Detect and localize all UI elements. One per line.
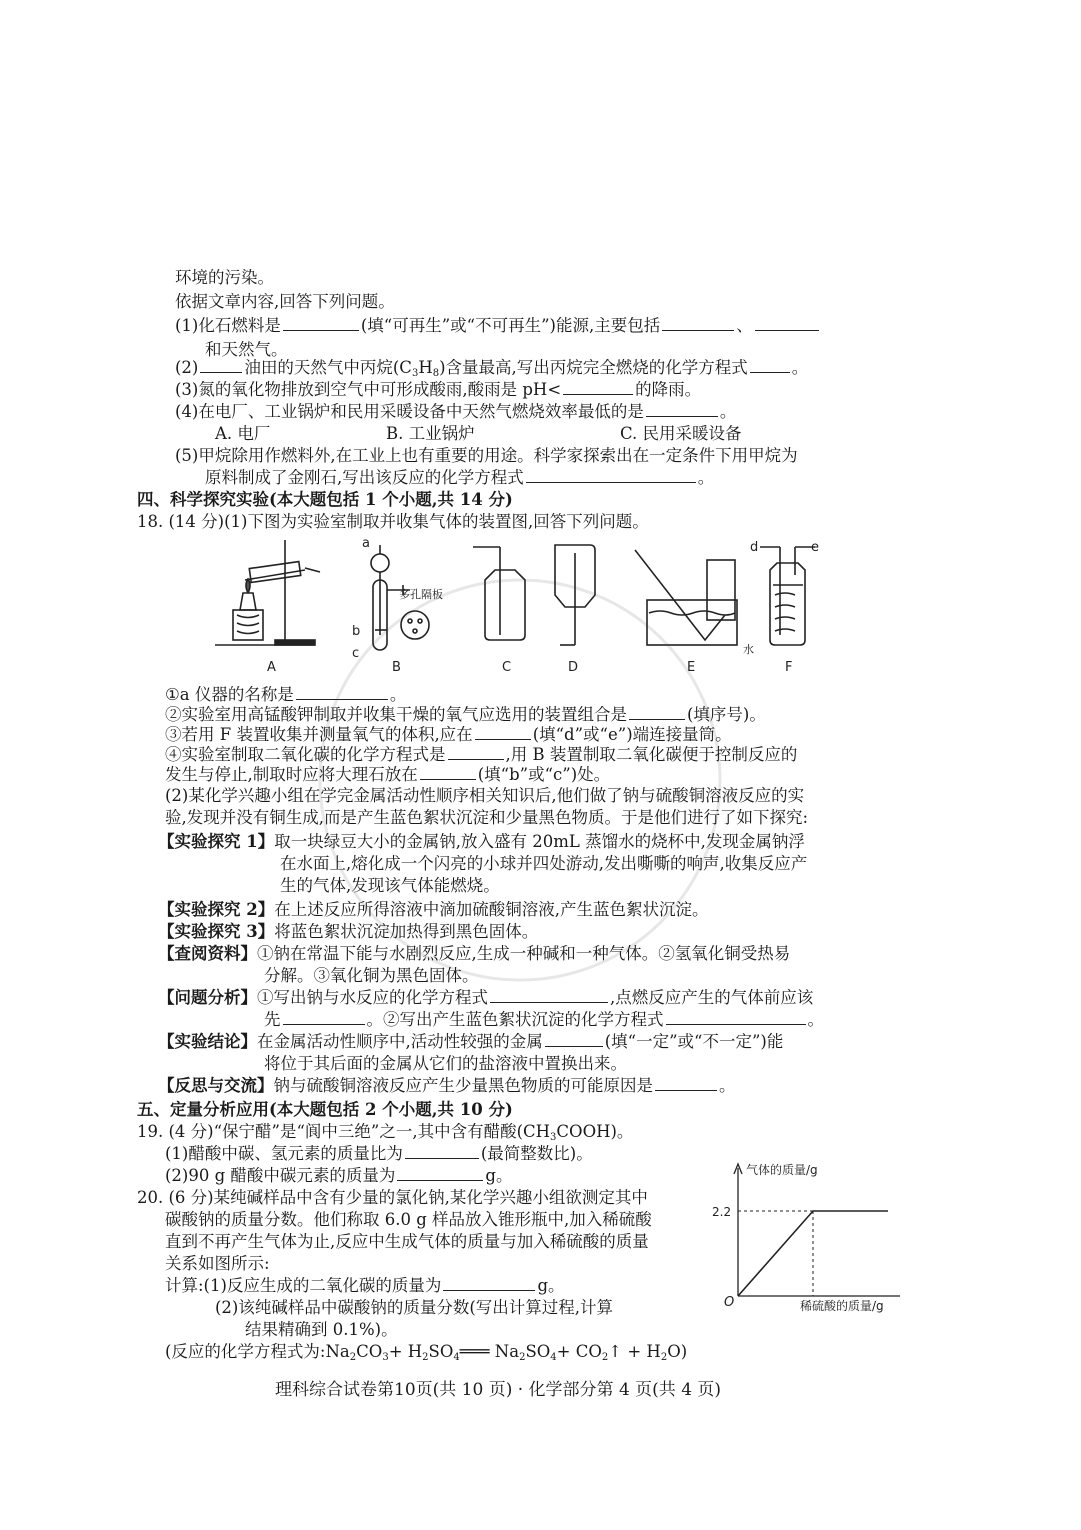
text-line: 原料制成了金刚石,写出该反应的化学方程式 。 <box>205 468 715 487</box>
exp-3: 【实验探究 3】将蓝色絮状沉淀加热得到黑色固体。 <box>158 922 539 941</box>
label-b: B <box>392 660 401 675</box>
label-part-b: b <box>352 624 361 639</box>
gas-mass-chart <box>700 1160 910 1320</box>
text-line: (2)某化学兴趣小组在学完金属活动性顺序相关知识后,他们做了钠与硫酸铜溶液反应的实 <box>165 786 805 805</box>
q17-5: (5)甲烷除用作燃料外,在工业上也有重要的用途。科学家探索出在一定条件下用甲烷为 <box>175 446 798 465</box>
q18-1: ①a 仪器的名称是 。 <box>165 685 407 704</box>
label-water: 水 <box>743 643 754 656</box>
q18-2: ②实验室用高锰酸钾制取并收集干燥的氧气应选用的装置组合是 (填序号)。 <box>165 705 766 724</box>
label-c: C <box>502 660 512 675</box>
q17-1: (1)化石燃料是 (填“可再生”或“不可再生”)能源,主要包括 、 <box>175 316 821 336</box>
q20-2: (2)该纯碱样品中碳酸钠的质量分数(写出计算过程,计算 <box>215 1298 614 1317</box>
label-part-c: c <box>352 646 360 661</box>
label-f: F <box>785 660 793 675</box>
label-part-d: d <box>750 540 759 555</box>
conclusion: 【实验结论】在金属活动性顺序中,活动性较强的金属 (填“一定”或“不一定”)能 <box>158 1032 784 1051</box>
q18-title: 18. (14 分)(1)下图为实验室制取并收集气体的装置图,回答下列问题。 <box>137 512 649 531</box>
label-plate: 多孔隔板 <box>399 588 443 601</box>
reflection: 【反思与交流】钠与硫酸铜溶液反应产生少量黑色物质的可能原因是 。 <box>158 1076 736 1095</box>
y-axis-label: 气体的质量/g <box>746 1163 818 1177</box>
q19-2: (2)90 g 醋酸中碳元素的质量为 g。 <box>165 1166 513 1185</box>
text-line: 验,发现并没有铜生成,而是产生蓝色絮状沉淀和少量黑色物质。于是他们进行了如下探究: <box>165 808 809 827</box>
apparatus-e <box>635 550 737 645</box>
text-line: 结果精确到 0.1%)。 <box>245 1320 398 1339</box>
exp-2: 【实验探究 2】在上述反应所得溶液中滴加硫酸铜溶液,产生蓝色絮状沉淀。 <box>158 900 709 919</box>
text-line: 分解。③氧化铜为黑色固体。 <box>264 966 479 985</box>
text-line: 和天然气。 <box>205 340 288 359</box>
text-line: 依据文章内容,回答下列问题。 <box>175 292 395 311</box>
page-footer: 理科综合试卷第10页(共 10 页) · 化学部分第 4 页(共 4 页) <box>275 1380 722 1400</box>
apparatus-figure <box>215 535 835 680</box>
option-a: A. 电厂 <box>215 424 271 443</box>
text-line: 在水面上,熔化成一个闪亮的小球并四处游动,发出嘶嘶的响声,收集反应产 <box>280 854 808 873</box>
text-line: 直到不再产生气体为止,反应中生成气体的质量与加入稀硫酸的质量 <box>165 1232 649 1251</box>
analysis: 【问题分析】①写出钠与水反应的化学方程式 ,点燃反应产生的气体前应该 <box>158 988 814 1007</box>
text-line: 关系如图所示: <box>165 1254 270 1273</box>
text-line: 生的气体,发现该气体能燃烧。 <box>280 876 500 895</box>
apparatus-c <box>473 547 525 640</box>
q17-4: (4)在电厂、工业锅炉和民用采暖设备中天然气燃烧效率最低的是 。 <box>175 402 737 421</box>
option-b: B. 工业锅炉 <box>386 424 475 443</box>
text-line: 先 。②写出产生蓝色絮状沉淀的化学方程式 。 <box>264 1010 824 1029</box>
y-tick-label: 2.2 <box>712 1205 732 1219</box>
origin-label: O <box>724 1295 735 1310</box>
option-c: C. 民用采暖设备 <box>620 424 742 443</box>
reaction-equation: (反应的化学方程式为$:Na_2CO_3+$ $H_2SO_4═══$ $Na_2SO_4+$ $CO_2↑ + H_2O$) <box>165 1342 688 1363</box>
label-d: D <box>568 660 579 675</box>
exp-1: 【实验探究 1】取一块绿豆大小的金属钠,放入盛有 20mL 蒸馏水的烧杯中,发现金属钠浮 <box>158 832 805 851</box>
q18-4: ④实验室制取二氧化碳的化学方程式是 ,用 B 装置制取二氧化碳便于控制反应的 <box>165 745 798 764</box>
text-line: 碳酸钠的质量分数。他们称取 6.0 g 样品放入锥形瓶中,加入稀硫酸 <box>165 1210 652 1229</box>
q19-1: (1)醋酸中碳、氢元素的质量比为 (最简整数比)。 <box>165 1144 593 1163</box>
q18-3: ③若用 F 装置收集并测量氧气的体积,应在 (填“d”或“e”)端连接量筒。 <box>165 725 732 744</box>
reference: 【查阅资料】①钠在常温下能与水剧烈反应,生成一种碱和一种气体。②氢氧化铜受热易 <box>158 944 791 963</box>
section-4-title: 四、科学探究实验(本大题包括 1 个小题,共 14 分) <box>137 490 513 509</box>
label-a: A <box>267 660 276 675</box>
x-axis-label: 稀硫酸的质量/g <box>800 1299 884 1313</box>
q19: 19. (4 分)“保宁醋”是“阆中三绝”之一,其中含有醋酸$(CH_3COOH)$。 <box>137 1122 634 1143</box>
q20-1: 计算:(1)反应生成的二氧化碳的质量为 g。 <box>165 1276 565 1295</box>
text-line: 将位于其后面的金属从它们的盐溶液中置换出来。 <box>264 1054 627 1073</box>
label-part-a: a <box>362 536 370 551</box>
q17-3: (3)氮的氧化物排放到空气中可形成酸雨,酸雨是 pH< 的降雨。 <box>175 380 702 399</box>
section-5-title: 五、定量分析应用(本大题包括 2 个小题,共 10 分) <box>137 1100 513 1119</box>
text-line: 环境的污染。 <box>175 268 274 287</box>
q18-5: 发生与停止,制取时应将大理石放在 (填“b”或“c”)处。 <box>165 765 611 784</box>
apparatus-a <box>215 540 320 645</box>
q17-2: (2) 油田的天然气中丙烷$(C_3H_8)$含量最高,写出丙烷完全燃烧的化学方程式 。 <box>175 358 809 379</box>
q20: 20. (6 分)某纯碱样品中含有少量的氯化钠,某化学兴趣小组欲测定其中 <box>137 1188 648 1207</box>
label-part-e: e <box>811 540 819 555</box>
apparatus-f <box>760 547 815 645</box>
apparatus-d <box>555 545 595 645</box>
label-e: E <box>687 660 696 675</box>
